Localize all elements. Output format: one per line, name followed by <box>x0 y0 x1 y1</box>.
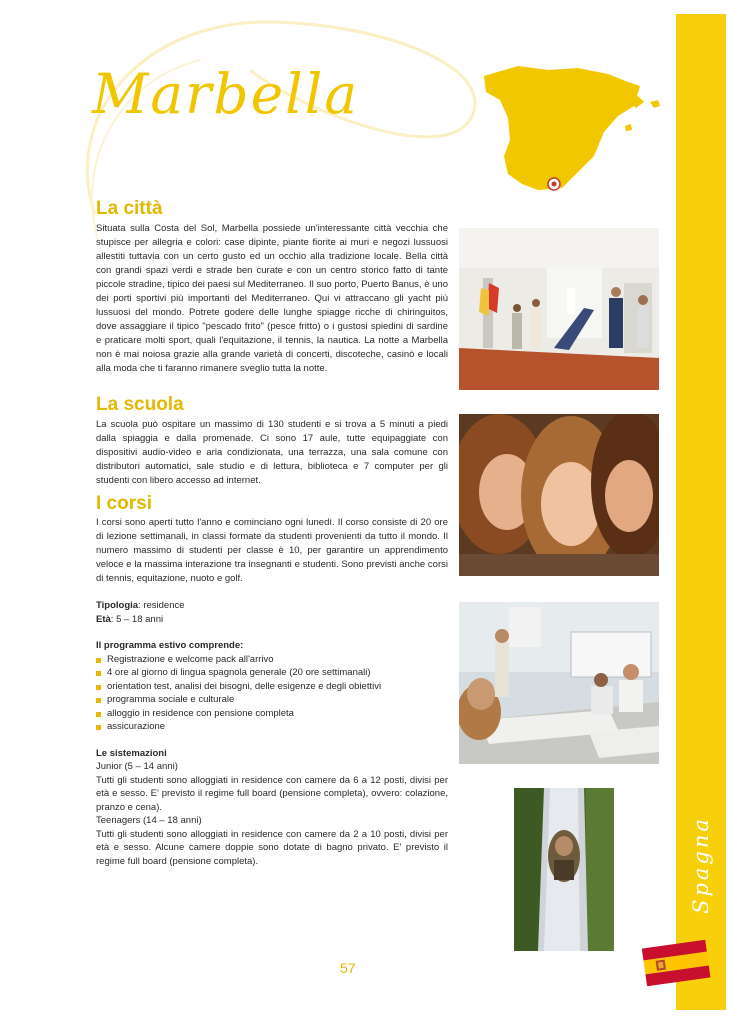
list-item: orientation test, analisi dei bisogni, delle esigenze e degli obiettivi <box>96 680 456 694</box>
teen-label: Teenagers (14 – 18 anni) <box>96 815 202 826</box>
eta-value: : 5 – 18 anni <box>110 613 164 625</box>
teen-text: Tutti gli studenti sono alloggiati in residence con camere da 2 a 10 posti, divisi per età e sesso. Alcune camere doppie sono dotate di bagno privato. E' previsto il regime full board (pensione completa). <box>96 828 448 867</box>
list-item: assicurazione <box>96 720 456 734</box>
list-item: alloggio in residence con pensione completa <box>96 707 456 721</box>
side-country-label <box>676 816 726 914</box>
photo-classroom <box>459 602 659 764</box>
list-item: programma sociale e culturale <box>96 693 456 707</box>
page-number: 57 <box>340 960 356 976</box>
side-label-text: Spagna <box>689 816 713 914</box>
list-item: Registrazione e welcome pack all'arrivo <box>96 653 456 667</box>
section-heading-citta: La città <box>96 198 163 219</box>
photo-school-hallway <box>459 228 659 390</box>
eta-line <box>96 613 456 627</box>
programma-list <box>96 653 456 734</box>
spain-flag <box>640 938 712 986</box>
section-body-citta: Situata sulla Costa del Sol, Marbella possiede un'interessante città vecchia che stupisce per allegria e colori: case dipinte, piante fiorite ai muri e negozi lussuosi allestiti tuttavia con un certo gusto ed un occhio alla tradizione locale. Bella città con grandi spazi verdi e strade ben curate e con un centro storico fatto di tante piccole stradine, tipico dei paesi sul Mediterraneo. Il suo porto, Puerto Banus, è uno dei porti sportivi più importanti del Mediterraneo. Qui vi attraccano gli yacht più lussuosi del mondo. Potrete godere delle lunghe spiagge ricche di chiringuitos, dove assaggiare il tipico "pescado frito" (pesce fritto) o i gustosi spiedini di sardine e praticare molti sport, quali l'equitazione, il tennis, la nautica. La notte a Marbella non è mai noiosa grazie alla grande varietà di concerti, discoteche, casinò e locali alla moda che ti faranno rimanere sveglio tutta la notte. <box>96 223 448 374</box>
tipologia-line <box>96 599 456 613</box>
tipologia-label: Tipologia <box>96 600 139 611</box>
sistemazioni-heading: Le sistemazioni <box>96 747 167 759</box>
list-item: 4 ore al giorno di lingua spagnola generale (20 ore settimanali) <box>96 666 456 680</box>
section-body-corsi: I corsi sono aperti tutto l'anno e cominciano ogni lunedì. Il corso consiste di 20 ore di lezione settimanali, in classi formate da studenti provenienti da tutto il mondo. Il numero massimo di studenti per classe è 10, per garantire un apprendimento veloce e la massima interazione tra insegnanti e studenti. Sono previsti anche corsi di tennis, equitazione, nuoto e golf. <box>96 517 448 584</box>
photo-students-closeup <box>459 414 659 576</box>
details-block <box>96 599 456 868</box>
eta-label: Età <box>96 613 111 625</box>
section-heading-corsi: I corsi <box>96 493 152 514</box>
programma-heading: Il programma estivo comprende: <box>96 640 244 651</box>
tipologia-value: : residence <box>138 600 185 611</box>
page-title: Marbella <box>92 62 360 126</box>
spain-map <box>478 56 668 206</box>
junior-text: Tutti gli studenti sono alloggiati in residence con camere da 6 a 12 posti, divisi per età e sesso. E' previsto il regime full board (pensione completa), ovvero: colazione, pranzo e cena). <box>96 774 448 813</box>
section-heading-scuola: La scuola <box>96 394 184 415</box>
location-marker-icon <box>548 178 560 190</box>
section-body-scuola: La scuola può ospitare un massimo di 130 studenti e si trova a 5 minuti a piedi dalla spiaggia e dalla promenade. Ci sono 17 aule, tutte equipaggiate con dispositivi audio-video e aria condizionata, una terrazza, una sala comune con distributori automatici, sale studio e di lettura, biblioteca e 7 computer per gli studenti con libero accesso ad internet. <box>96 419 448 486</box>
photo-water-slide <box>514 788 614 951</box>
junior-label: Junior (5 – 14 anni) <box>96 761 178 772</box>
